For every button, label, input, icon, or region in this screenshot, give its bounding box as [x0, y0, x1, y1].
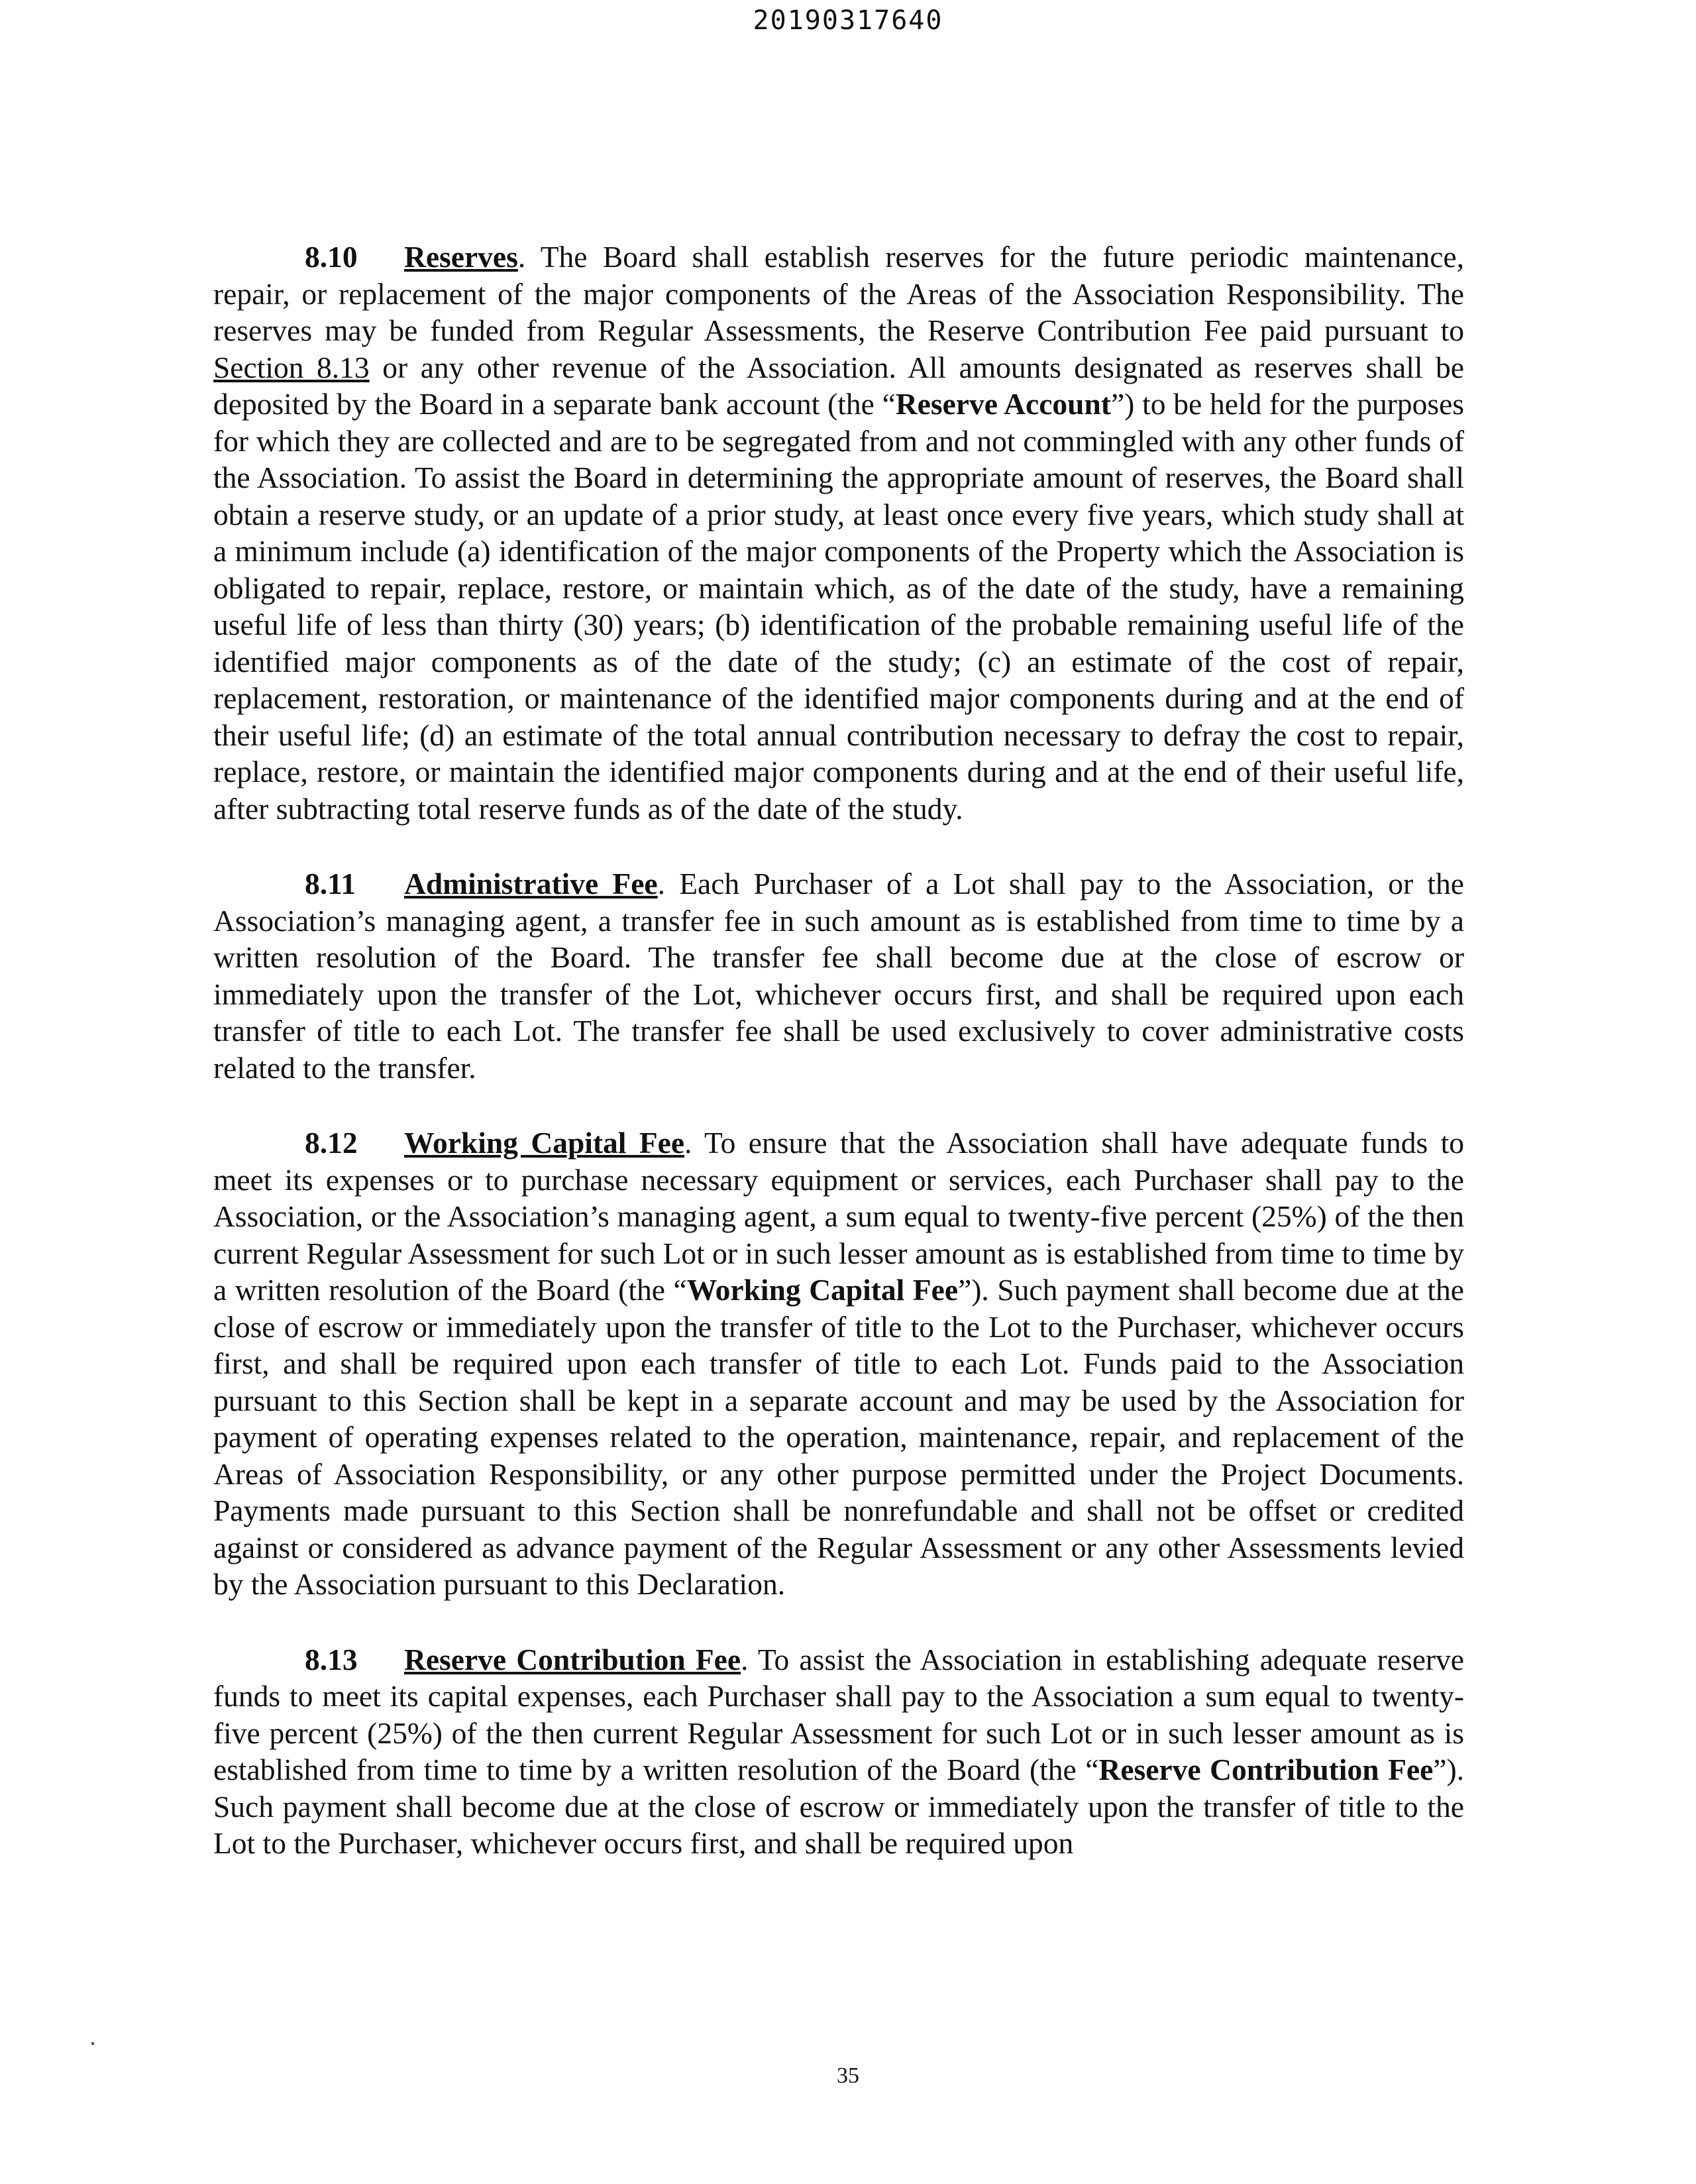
section-number: 8.10 [305, 240, 358, 274]
page-number: 35 [837, 2063, 859, 2088]
section-number: 8.13 [305, 1642, 358, 1676]
section-8-12: 8.12 Working Capital Fee. To ensure that the Association shall have adequate funds to meet its expenses or to purchase necessary equipment or services, each Purchaser shall pay to the Association, or the Association’s managing agent, a sum equal to twenty-five percent (25%) of the then current Regular Assessment for such Lot or in such lesser amount as is established from time to time by a written resolution of the Board (the “Working Capital Fee”). Such payment shall become due at the close of escrow or immediately upon the transfer of title to the Lot to the Purchaser, whichever occurs first, and shall be required upon each transfer of title to each Lot. Funds paid to the Association pursuant to this Section shall be kept in a separate account and may be used by the Association for payment of operating expenses related to the operation, maintenance, repair, and replacement of the Areas of Association Responsibility, or any other purpose permitted under the Project Documents. Payments made pursuant to this Section shall be nonrefundable and shall not be offset or credited against or considered as advance payment of the Regular Assessment or any other Assessments levied by the Association pursuant to this Declaration. [213, 1126, 1464, 1601]
section-text: or any other revenue of the Association. All amounts designated as reserves shall be deposited by the Board in a separate bank account (the “ [213, 350, 1464, 421]
defined-term: Reserve Contribution Fee [1098, 1753, 1434, 1786]
section-text: To assist the Association in establishing adequate reserve funds to meet its capital expenses, each Purchaser shall pay to the Association a sum equal to twenty-five percent (25%) of the then current Regular Assessment for such Lot or in such lesser amount as is established from time to time by a written resolution of the Board (the “ [213, 1642, 1464, 1786]
section-text: To ensure that the Association shall have adequate funds to meet its expenses or to purchase necessary equipment or services, each Purchaser shall pay to the Association, or the Association’s managing agent, a sum equal to twenty-five percent (25%) of the then current Regular Assessment for such Lot or in such lesser amount as is established from time to time by a written resolution of the Board (the “ [213, 1126, 1464, 1307]
document-number: 20190317640 [753, 5, 943, 36]
section-8-13: 8.13 Reserve Contribution Fee. To assist the Association in establishing adequate reserve funds to meet its capital expenses, each Purchaser shall pay to the Association a sum equal to twenty-five percent (25%) of the then current Regular Assessment for such Lot or in such lesser amount as is established from time to time by a written resolution of the Board (the “Reserve Contribution Fee”). Such payment shall become due at the close of escrow or immediately upon the transfer of title to the Lot to the Purchaser, whichever occurs first, and shall be required upon [213, 1642, 1465, 1860]
scan-speck [91, 2042, 94, 2045]
section-text: ”) to be held for the purposes for which they are collected and are to be segregated from and not commingled with any other funds of the Association. To assist the Board in determining the appropriate amount of reserves, the Board shall obtain a reserve study, or an update of a prior study, at least once every five years, which study shall at a minimum include (a) identification of the major components of the Property which the Association is obligated to repair, replace, restore, or maintain which, as of the date of the study, have a remaining useful life of less than thirty (30) years; (b) identification of the probable remaining useful life of the identified major components as of the date of the study; (c) an estimate of the cost of repair, replacement, restoration, or maintenance of the identified major components during and at the end of their useful life; (d) an estimate of the total annual contribution necessary to defray the cost to repair, replace, restore, or maintain the identified major components during and at the end of their useful life, after subtracting total reserve funds as of the date of the study. [213, 387, 1464, 826]
section-8-11: 8.11 Administrative Fee. Each Purchaser of a Lot shall pay to the Association, or the Association’s managing agent, a transfer fee in such amount as is established from time to time by a written resolution of the Board. The transfer fee shall become due at the close of escrow or immediately upon the transfer of the Lot, whichever occurs first, and shall be required upon each transfer of title to each Lot. The transfer fee shall be used exclusively to cover administrative costs related to the transfer. [213, 867, 1464, 1085]
section-reference: Section 8.13 [213, 350, 370, 384]
section-number: 8.11 [305, 867, 356, 901]
section-text: The Board shall establish reserves for the future periodic maintenance, repair, or replacement of the major components of the Areas of the Association Responsibility. The reserves may be funded from Regular Assessments, the Reserve Contribution Fee paid pursuant to [213, 240, 1464, 347]
defined-term: Reserve Account [895, 387, 1111, 421]
defined-term: Working Capital Fee [686, 1273, 959, 1307]
section-title: Reserves [404, 240, 518, 274]
section-text: ”). Such payment shall become due at the close of escrow or immediately upon the transfer of title to the Lot to the Purchaser, whichever occurs first, and shall be required upon [213, 1753, 1465, 1860]
section-title: Reserve Contribution Fee [404, 1642, 741, 1676]
section-title: Administrative Fee [404, 867, 658, 901]
section-text: Each Purchaser of a Lot shall pay to the Association, or the Association’s managing agent, a transfer fee in such amount as is established from time to time by a written resolution of the Board. The transfer fee shall become due at the close of escrow or immediately upon the transfer of the Lot, whichever occurs first, and shall be required upon each transfer of title to each Lot. The transfer fee shall be used exclusively to cover administrative costs related to the transfer. [213, 867, 1464, 1085]
section-number: 8.12 [305, 1126, 358, 1160]
section-8-10: 8.10 Reserves. The Board shall establish reserves for the future periodic maintenance, repair, or replacement of the major components of the Areas of the Association Responsibility. The reserves may be funded from Regular Assessments, the Reserve Contribution Fee paid pursuant to Section 8.13 or any other revenue of the Association. All amounts designated as reserves shall be deposited by the Board in a separate bank account (the “Reserve Account”) to be held for the purposes for which they are collected and are to be segregated from and not commingled with any other funds of the Association. To assist the Board in determining the appropriate amount of reserves, the Board shall obtain a reserve study, or an update of a prior study, at least once every five years, which study shall at a minimum include (a) identification of the major components of the Property which the Association is obligated to repair, replace, restore, or maintain which, as of the date of the study, have a remaining useful life of less than thirty (30) years; (b) identification of the probable remaining useful life of the identified major components as of the date of the study; (c) an estimate of the cost of repair, replacement, restoration, or maintenance of the identified major components during and at the end of their useful life; (d) an estimate of the total annual contribution necessary to defray the cost to repair, replace, restore, or maintain the identified major components during and at the end of their useful life, after subtracting total reserve funds as of the date of the study. [213, 240, 1464, 826]
document-body [213, 239, 1464, 1900]
section-text: ”). Such payment shall become due at the close of escrow or immediately upon the transfer of title to the Lot to the Purchaser, whichever occurs first, and shall be required upon each transfer of title to each Lot. Funds paid to the Association pursuant to this Section shall be kept in a separate account and may be used by the Association for payment of operating expenses related to the operation, maintenance, repair, and replacement of the Areas of Association Responsibility, or any other purpose permitted under the Project Documents. Payments made pursuant to this Section shall be nonrefundable and shall not be offset or credited against or considered as advance payment of the Regular Assessment or any other Assessments levied by the Association pursuant to this Declaration. [213, 1273, 1464, 1601]
section-title: Working Capital Fee [404, 1126, 685, 1160]
